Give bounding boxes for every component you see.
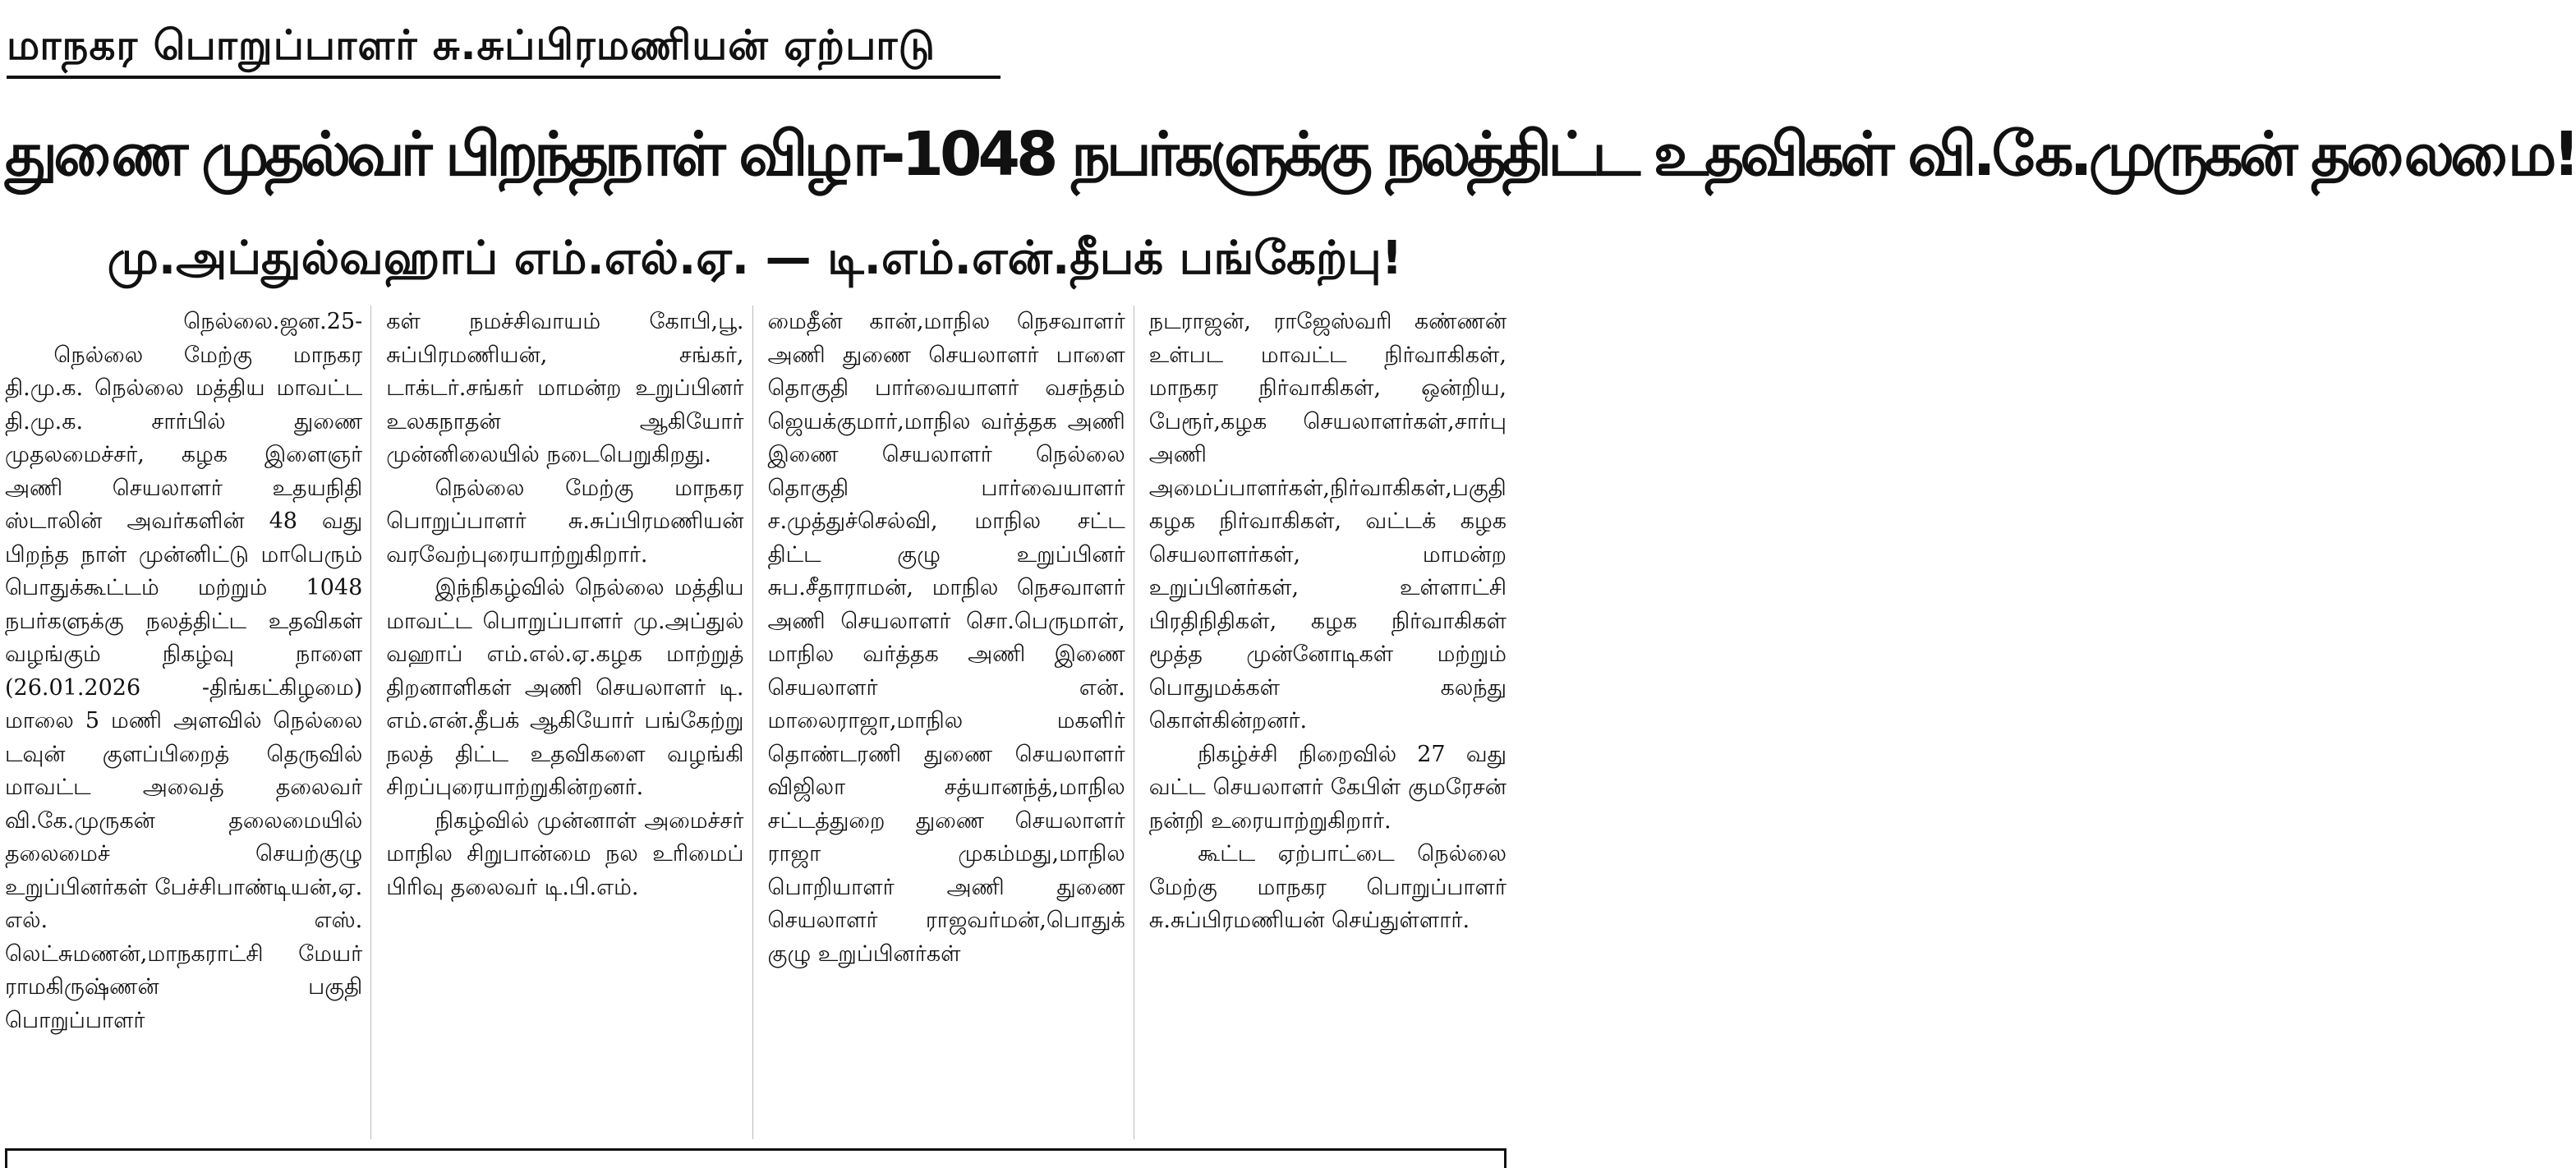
bottom-border-rule [5,1148,1505,1151]
main-headline: துணை முதல்வர் பிறந்தநாள் விழா-1048 நபர்களுக்கு நலத்திட்ட உதவிகள் வி.கே.முருகன் தலைமை! [5,119,2576,190]
dateline: நெல்லை.ஜன.25- [183,309,363,334]
paragraph: நிகழ்ச்சி நிறைவில் 27 வது வட்ட செயலாளர் கேபிள் குமரேசன் நன்றி உரையாற்றுகிறார். [1148,741,1506,834]
sub-headline: மு.அப்துல்வஹாப் எம்.எல்.ஏ. — டி.எம்.என்.தீபக் பங்கேற்பு! [107,232,1403,285]
article-column-4 [1149,306,1506,1139]
paragraph: கூட்ட ஏற்பாட்டை நெல்லை மேற்கு மாநகர பொறுப்பாளர் சு.சுப்பிரமணியன் செய்துள்ளார். [1148,841,1506,933]
article-body [5,306,1506,1139]
paragraph: நெல்லை மேற்கு மாநகர பொறுப்பாளர் சு.சுப்பிரமணியன் வரவேற்புரையாற்றுகிறார். [386,475,744,568]
article-column-2 [386,306,752,1139]
article-column-1 [5,306,371,1139]
paragraph: நிகழ்வில் முன்னாள் அமைச்சர் மாநில சிறுபான்மை நல உரிமைப் பிரிவு தலைவர் டி.பி.எம். [386,807,744,900]
bottom-border-left [5,1148,7,1168]
paragraph: இந்நிகழ்வில் நெல்லை மத்திய மாவட்ட பொறுப்பாளர் மு.அப்துல் வஹாப் எம்.எல்.ஏ.கழக மாற்றுத் திறனாளிகள் அணி செயலாளர் டி. எம்.என்.தீபக் ஆகியோர் பங்கேற்று நலத் திட்ட உதவிகளை வழங்கி சிறப்புரையாற்றுகின்றனர். [386,575,744,800]
paragraph: நெல்லை மேற்கு மாநகர தி.மு.க. நெல்லை மத்திய மாவட்ட தி.மு.க. சார்பில் துணை முதலமைச்சர், கழக இளைஞர் அணி செயலாளர் உதயநிதி ஸ்டாலின் அவர்களின் 48 வது பிறந்த நாள் முன்னிட்டு மாபெரும் பொதுக்கூட்டம் மற்றும் 1048 நபர்களுக்கு நலத்திட்ட உதவிகள் வழங்கும் நிகழ்வு நாளை (26.01.2026 -திங்கட்கிழமை) மாலை 5 மணி அளவில் நெல்லை டவுன் குளப்பிறைத் தெருவில் மாவட்ட அவைத் தலைவர் வி.கே.முருகன் தலைமையில் தலைமைச் செயற்குழு உறுப்பினர்கள் பேச்சிபாண்டியன்,ஏ. எல். எஸ். லெட்சுமணன்,மாநகராட்சி மேயர் ராமகிருஷ்ணன் பகுதி பொறுப்பாளர் [5,342,363,1033]
paragraph-continuation: கள் நமச்சிவாயம் கோபி,பூ. சுப்பிரமணியன், சங்கர், டாக்டர்.சங்கர் மாமன்ற உறுப்பினர் உலகநாதன் ஆகியோர் முன்னிலையில் நடைபெறுகிறது. [386,309,744,467]
kicker-headline: மாநகர பொறுப்பாளர் சு.சுப்பிரமணியன் ஏற்பாடு [7,15,1000,79]
article-column-3 [768,306,1134,1139]
paragraph-continuation: நடராஜன், ராஜேஸ்வரி கண்ணன் உள்பட மாவட்ட நிர்வாகிகள், மாநகர நிர்வாகிகள், ஒன்றிய, பேரூர்,கழக செயலாளர்கள்,சார்பு அணி அமைப்பாளர்கள்,நிர்வாகிகள்,பகுதி கழக நிர்வாகிகள், வட்டக் கழக செயலாளர்கள், மாமன்ற உறுப்பினர்கள், உள்ளாட்சி பிரதிநிதிகள், கழக நிர்வாகிகள் மூத்த முன்னோடிகள் மற்றும் பொதுமக்கள் கலந்து கொள்கின்றனர். [1148,309,1506,733]
paragraph-continuation: மைதீன் கான்,மாநில நெசவாளர் அணி துணை செயலாளர் பாளை தொகுதி பார்வையாளர் வசந்தம் ஜெயக்குமார்,மாநில வர்த்தக அணி இணை செயலாளர் நெல்லை தொகுதி பார்வையாளர் ச.முத்துச்செல்வி, மாநில சட்ட திட்ட குழு உறுப்பினர் சுப.சீதாராமன், மாநில நெசவாளர் அணி செயலாளர் சொ.பெருமாள், மாநில வர்த்தக அணி இணை செயலாளர் என். மாலைராஜா,மாநில மகளிர் தொண்டரணி துணை செயலாளர் விஜிலா சத்யானந்த்,மாநில சட்டத்துறை துணை செயலாளர் ராஜா முகம்மது,மாநில பொறியாளர் அணி துணை செயலாளர் ராஜவர்மன்,பொதுக் குழு உறுப்பினர்கள் [767,309,1125,967]
bottom-border-right [1504,1148,1506,1168]
